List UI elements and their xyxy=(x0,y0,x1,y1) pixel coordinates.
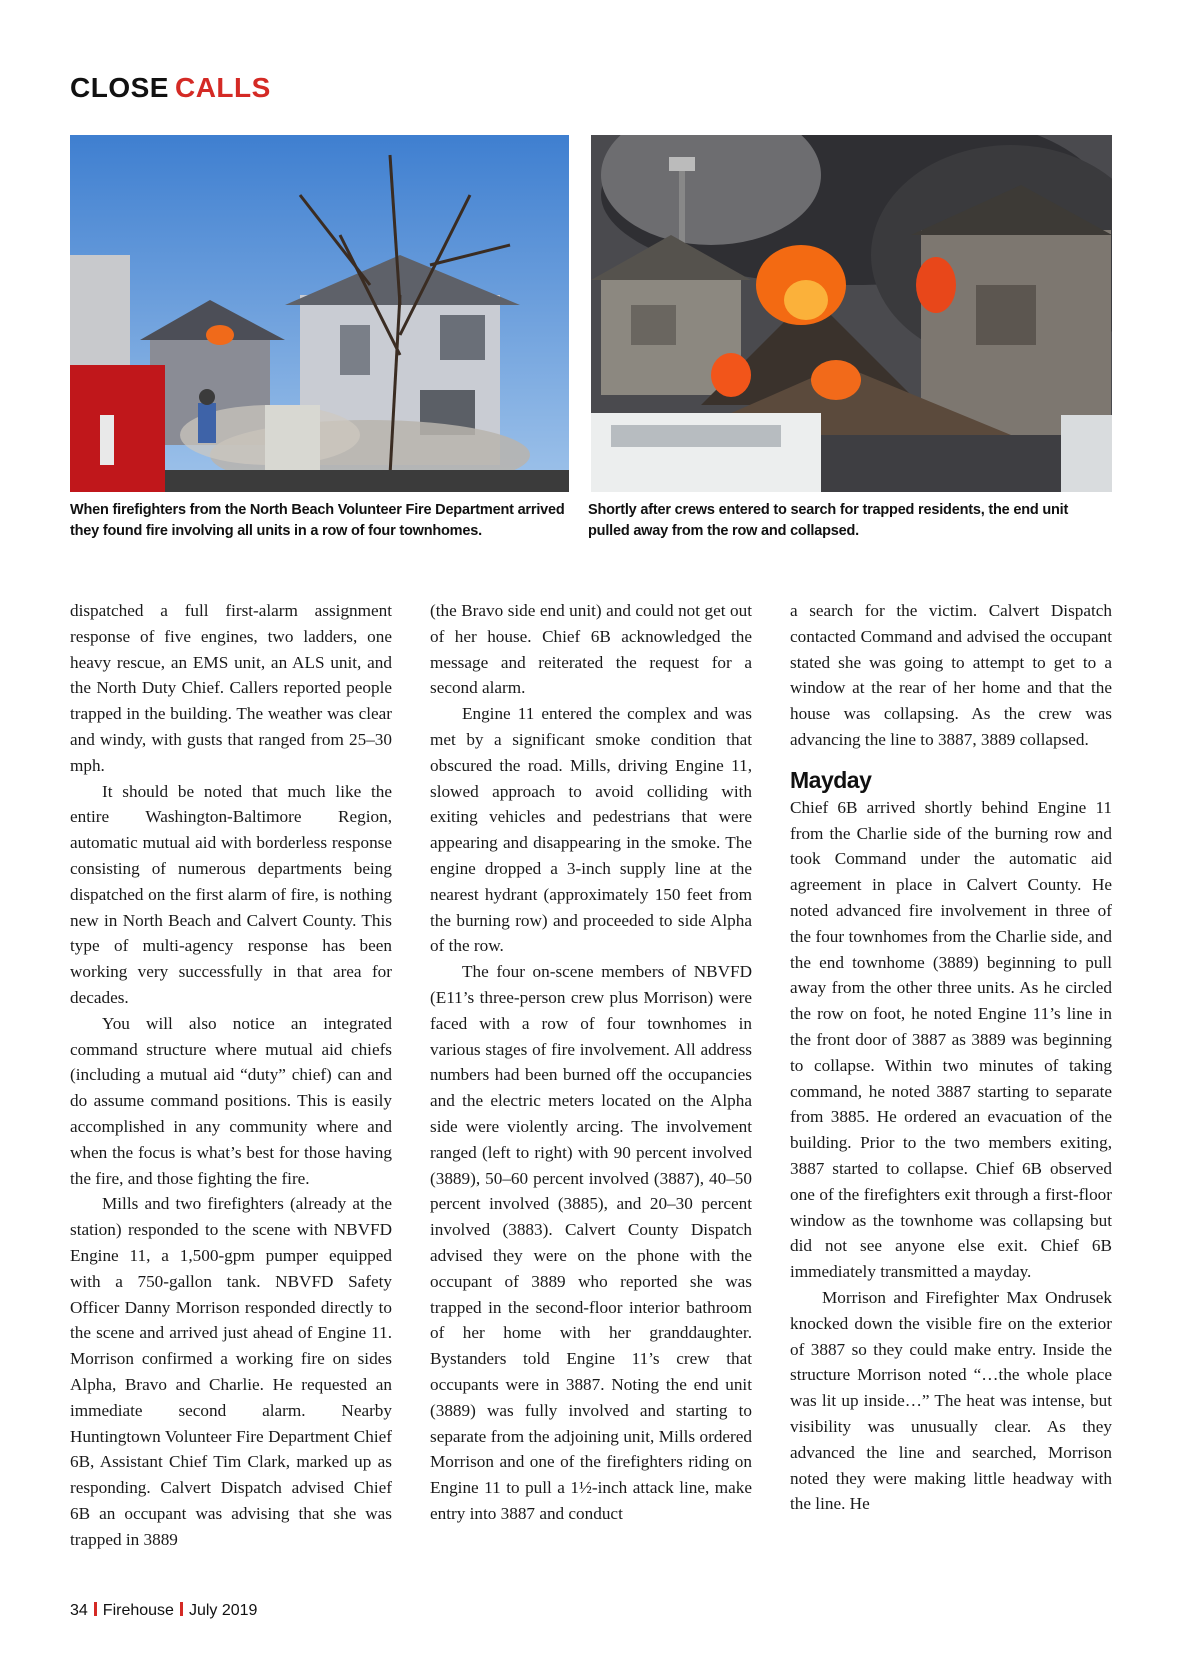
photo-caption-collapse: Shortly after crews entered to search for trapped residents, the end unit pulled away from the row and collapsed. xyxy=(588,502,1069,539)
photo-caption-arrival: When firefighters from the North Beach Volunteer Fire Department arrived they found fire involving all units in a row of four townhomes. xyxy=(70,502,565,539)
paragraph: dispatched a full first-alarm assignment response of five engines, two ladders, one heavy rescue, an EMS unit, an ALS unit, and the North Duty Chief. Callers reported people trapped in the building. The weather was clear and windy, with gusts that ranged from 25–30 mph. xyxy=(70,601,392,775)
section-heading-mayday: Mayday xyxy=(790,766,872,793)
article-column-2 xyxy=(430,598,752,1527)
article-column-3 xyxy=(790,598,1112,1517)
page-footer xyxy=(70,1602,257,1620)
footer-divider xyxy=(94,1602,97,1616)
paragraph: Morrison and Firefighter Max Ondrusek knocked down the visible fire on the exterior of 3887 so they could make entry. Inside the structure Morrison noted “…the whole place was lit up inside…” The heat was intense, but visibility was unusually clear. As they advanced the line and searched, Morrison noted they were making little headway with the line. He xyxy=(790,1287,1112,1514)
magazine-name: Firehouse xyxy=(102,1602,174,1619)
paragraph: Engine 11 entered the complex and was met by a significant smoke condition that obscured the road. Mills, driving Engine 11, slowed approach to avoid colliding with exiting vehicles and pedestrians that were appearing and disappearing in the smoke. The engine dropped a 3-inch supply line at the nearest hydrant (approximately 150 feet from the burning row) and proceeded to side Alpha of the row. xyxy=(430,704,752,956)
photo-townhomes-arrival-image xyxy=(70,135,569,492)
paragraph: It should be noted that much like the entire Washington-Baltimore Region, automatic mutual aid with borderless response consisting of numerous departments being dispatched on the first alarm of fire, is nothing new in North Beach and Calvert County. This type of multi-agency response has been working very successfully in that area for decades. xyxy=(70,781,392,1007)
paragraph: Chief 6B arrived shortly behind Engine 11 from the Charlie side of the burning row and took Command under the automatic aid agreement in place in Calvert County. He noted advanced fire involvement in three of the four townhomes from the Charlie side, and the end townhome (3889) beginning to pull away from the other three units. As he circled the row on foot, he noted Engine 11’s line in the front door of 3887 as 3889 was beginning to collapse. Within two minutes of taking command, he noted 3887 starting to separate from 3885. He ordered an evacuation of the building. Prior to the two members exiting, 3887 started to collapse. Chief 6B observed one of the firefighters exit through a first-floor window as the townhome was collapsing but did not see anyone else exit. Chief 6B immediately transmitted a mayday. xyxy=(790,797,1112,1282)
paragraph: The four on-scene members of NBVFD (E11’s three-person crew plus Morrison) were faced with a row of four townhomes in various stages of fire involvement. All address numbers had been burned off the occupancies and the electric meters located on the Alpha side were violently arcing. The involvement ranged (left to right) with 90 percent involved (3889), 50–60 percent involved (3887), 40–50 percent involved (3885), and 20–30 percent involved (3883). Calvert County Dispatch advised they were on the phone with the occupant of 3889 who reported she was trapped in the second-floor interior bathroom of her home with her granddaughter. Bystanders told Engine 11’s crew that occupants were in 3887. Noting the end unit (3889) was fully involved and starting to separate from the adjoining unit, Mills ordered Morrison and one of the firefighters riding on Engine 11 to pull a 1½-inch attack line, make entry into 3887 and conduct xyxy=(430,962,752,1523)
paragraph: a search for the victim. Calvert Dispatch contacted Command and advised the occupant stated she was going to attempt to get to a window at the rear of her home and that the house was collapsing. As the crew was advancing the line to 3887, 3889 collapsed. xyxy=(790,601,1112,749)
page-number: 34 xyxy=(70,1602,88,1619)
paragraph: (the Bravo side end unit) and could not get out of her house. Chief 6B acknowledged the message and reiterated the request for a second alarm. xyxy=(430,601,752,698)
section-header-word-close: CLOSE xyxy=(70,72,169,103)
issue-date: July 2019 xyxy=(188,1602,258,1619)
photo-townhome-collapse xyxy=(591,135,1112,492)
section-header xyxy=(70,72,271,104)
paragraph: Mills and two firefighters (already at the station) responded to the scene with NBVFD Engine 11, a 1,500-gpm pumper equipped with a 750-gallon tank. NBVFD Safety Officer Danny Morrison responded directly to the scene and arrived just ahead of Engine 11. Morrison confirmed a working fire on sides Alpha, Bravo and Charlie. He requested an immediate second alarm. Nearby Huntingtown Volunteer Fire Department Chief 6B, Assistant Chief Tim Clark, marked up as responding. Calvert Dispatch advised Chief 6B an occupant was advising that she was trapped in 3889 xyxy=(70,1194,392,1549)
paragraph: You will also notice an integrated command structure where mutual aid chiefs (including a mutual aid “duty” chief) can and do assume command positions. This is easily accomplished in any community where and when the focus is what’s best for those having the fire, and those fighting the fire. xyxy=(70,1013,392,1188)
section-header-word-calls: CALLS xyxy=(174,72,271,103)
footer-divider xyxy=(180,1602,183,1616)
photo-townhomes-arrival xyxy=(70,135,569,492)
photo-townhome-collapse-image xyxy=(591,135,1112,492)
article-column-1 xyxy=(70,598,392,1552)
